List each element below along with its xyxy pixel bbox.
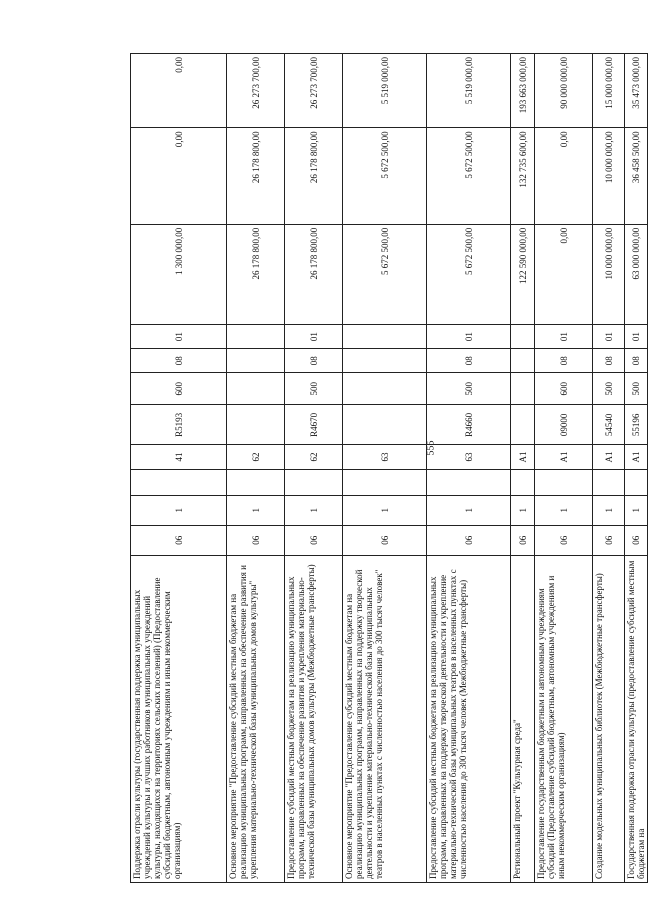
empty-cell — [593, 469, 625, 495]
section-code — [511, 349, 535, 373]
activity-code: A1 — [625, 445, 648, 469]
expense-type-code: 600 — [535, 373, 593, 405]
table-row — [625, 54, 648, 883]
table-row — [535, 54, 593, 883]
section-code: 08 — [285, 349, 343, 373]
amount-year-1: 63 000 000,00 — [625, 224, 648, 324]
subprogram-code: 1 — [427, 495, 511, 525]
subsection-code: 01 — [131, 325, 227, 349]
activity-code: 63 — [427, 445, 511, 469]
subprogram-code: 1 — [285, 495, 343, 525]
subsection-code: 01 — [427, 325, 511, 349]
subprogram-code: 1 — [343, 495, 427, 525]
section-code: 08 — [427, 349, 511, 373]
subprogram-code: 1 — [511, 495, 535, 525]
program-code: 06 — [227, 525, 285, 555]
section-code: 08 — [593, 349, 625, 373]
amount-year-3: 193 663 000,00 — [511, 54, 535, 128]
amount-year-2: 5 672 500,00 — [343, 128, 427, 224]
amount-year-3: 90 000 000,00 — [535, 54, 593, 128]
amount-year-2: 5 672 500,00 — [427, 128, 511, 224]
expense-type-code: 500 — [593, 373, 625, 405]
activity-code: A1 — [511, 445, 535, 469]
program-code: 06 — [131, 525, 227, 555]
amount-year-3: 15 000 000,00 — [593, 54, 625, 128]
expense-type-code — [511, 373, 535, 405]
amount-year-2: 0,00 — [535, 128, 593, 224]
expense-type-code — [343, 373, 427, 405]
program-code: 06 — [535, 525, 593, 555]
row-name: Государственная поддержка отрасли культуры (предоставление субсидий местным бюджетам на — [625, 555, 648, 882]
row-name: Основное мероприятие "Предоставление субсидий местным бюджетам на реализацию муниципальных программ, направленных на обеспечение развития и укрепления материально-технической базы муниципальных домов культуры" — [227, 555, 285, 882]
direction-code: 09000 — [535, 405, 593, 445]
subprogram-code: 1 — [535, 495, 593, 525]
program-code: 06 — [625, 525, 648, 555]
program-code: 06 — [593, 525, 625, 555]
activity-code: A1 — [535, 445, 593, 469]
direction-code: R5193 — [131, 405, 227, 445]
budget-table — [130, 53, 648, 883]
table-body — [131, 54, 648, 883]
direction-code: R4670 — [285, 405, 343, 445]
program-code: 06 — [427, 525, 511, 555]
subprogram-code: 1 — [625, 495, 648, 525]
amount-year-2: 132 735 600,00 — [511, 128, 535, 224]
expense-type-code: 500 — [285, 373, 343, 405]
subsection-code: 01 — [593, 325, 625, 349]
activity-code: A1 — [593, 445, 625, 469]
page-number: 555 — [425, 440, 437, 456]
section-code: 08 — [625, 349, 648, 373]
budget-table-container — [130, 53, 646, 883]
empty-cell — [625, 469, 648, 495]
empty-cell — [343, 469, 427, 495]
subsection-code: 01 — [535, 325, 593, 349]
amount-year-2: 0,00 — [131, 128, 227, 224]
expense-type-code: 500 — [427, 373, 511, 405]
activity-code: 62 — [227, 445, 285, 469]
program-code: 06 — [285, 525, 343, 555]
row-name: Поддержка отрасли культуры (государственная поддержка муниципальных учреждений культуры и лучших работников муниципальных учреждений культуры, находящихся на территориях сельских поселений) (Предоставление субсидий бюджетным, автономным учреждениям и иным некоммерческим организациям) — [131, 555, 227, 882]
section-code: 08 — [131, 349, 227, 373]
amount-year-2: 26 178 800,00 — [285, 128, 343, 224]
table-row — [131, 54, 227, 883]
table-row — [593, 54, 625, 883]
empty-cell — [285, 469, 343, 495]
amount-year-1: 10 000 000,00 — [593, 224, 625, 324]
subsection-code — [343, 325, 427, 349]
amount-year-3: 26 273 700,00 — [285, 54, 343, 128]
amount-year-2: 36 458 500,00 — [625, 128, 648, 224]
subsection-code: 01 — [625, 325, 648, 349]
direction-code: 55196 — [625, 405, 648, 445]
row-name: Региональный проект "Культурная среда" — [511, 555, 535, 882]
empty-cell — [227, 469, 285, 495]
amount-year-1: 26 178 800,00 — [285, 224, 343, 324]
program-code: 06 — [511, 525, 535, 555]
section-code: 08 — [535, 349, 593, 373]
amount-year-1: 5 672 500,00 — [427, 224, 511, 324]
amount-year-3: 35 473 000,00 — [625, 54, 648, 128]
section-code — [227, 349, 285, 373]
empty-cell — [427, 469, 511, 495]
amount-year-1: 0,00 — [535, 224, 593, 324]
amount-year-1: 122 590 000,00 — [511, 224, 535, 324]
expense-type-code: 600 — [131, 373, 227, 405]
amount-year-1: 26 178 800,00 — [227, 224, 285, 324]
row-name: Создание модельных муниципальных библиотек (Межбюджетные трансферты) — [593, 555, 625, 882]
activity-code: 41 — [131, 445, 227, 469]
amount-year-2: 10 000 000,00 — [593, 128, 625, 224]
subprogram-code: 1 — [131, 495, 227, 525]
row-name: Основное мероприятие "Предоставление субсидий местным бюджетам на реализацию муниципальных программ, направленных на поддержку творческой деятельности и укрепление материально-технической базы муниципальных театров в населенных пунктах с численностью населения до 300 тысяч человек" — [343, 555, 427, 882]
row-name: Предоставление субсидий местным бюджетам на реализацию муниципальных программ, направленных на обеспечение развития и укрепления материально-технической базы муниципальных домов культуры (Межбюджетные трансферты) — [285, 555, 343, 882]
amount-year-1: 1 300 000,00 — [131, 224, 227, 324]
subprogram-code: 1 — [593, 495, 625, 525]
table-row — [511, 54, 535, 883]
program-code: 06 — [343, 525, 427, 555]
subprogram-code: 1 — [227, 495, 285, 525]
table-row — [427, 54, 511, 883]
expense-type-code — [227, 373, 285, 405]
row-name: Предоставление государственным бюджетным и автономным учреждениям субсидий (Предоставление субсидий бюджетным, автономным учреждениям и иным некоммерческим организациям) — [535, 555, 593, 882]
activity-code: 62 — [285, 445, 343, 469]
subsection-code — [511, 325, 535, 349]
amount-year-3: 5 519 000,00 — [427, 54, 511, 128]
subsection-code — [227, 325, 285, 349]
section-code — [343, 349, 427, 373]
direction-code — [343, 405, 427, 445]
expense-type-code: 500 — [625, 373, 648, 405]
empty-cell — [511, 469, 535, 495]
empty-cell — [535, 469, 593, 495]
amount-year-2: 26 178 800,00 — [227, 128, 285, 224]
amount-year-1: 5 672 500,00 — [343, 224, 427, 324]
empty-cell — [131, 469, 227, 495]
table-row — [285, 54, 343, 883]
direction-code — [511, 405, 535, 445]
direction-code: R4660 — [427, 405, 511, 445]
amount-year-3: 5 519 000,00 — [343, 54, 427, 128]
subsection-code: 01 — [285, 325, 343, 349]
amount-year-3: 26 273 700,00 — [227, 54, 285, 128]
activity-code: 63 — [343, 445, 427, 469]
direction-code — [227, 405, 285, 445]
amount-year-3: 0,00 — [131, 54, 227, 128]
row-name: Предоставление субсидий местным бюджетам на реализацию муниципальных программ, направленных на поддержку творческой деятельности и укрепление материально-технической базы муниципальных театров в населенных пунктах с численностью населения до 300 тысяч человек (Межбюджетные трансферты) — [427, 555, 511, 882]
table-row — [343, 54, 427, 883]
direction-code: 54540 — [593, 405, 625, 445]
table-row — [227, 54, 285, 883]
